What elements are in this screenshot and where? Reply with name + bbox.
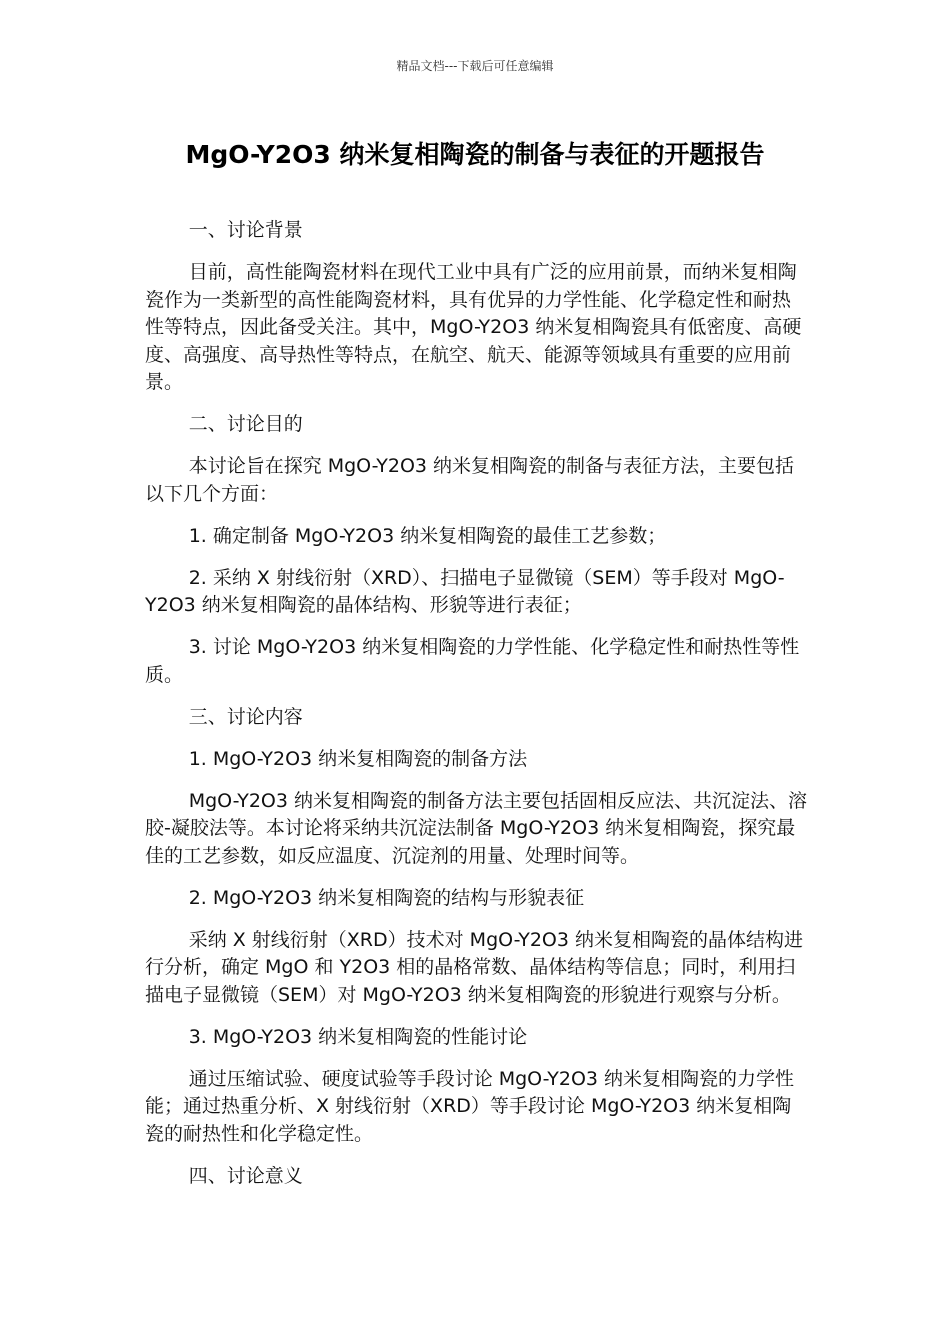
- document-body: [145, 217, 807, 1205]
- paragraph-purpose-intro: 本讨论旨在探究 MgO-Y2O3 纳米复相陶瓷的制备与表征方法，主要包括以下几个方面：: [145, 455, 795, 505]
- subheading-characterization: 2. MgO-Y2O3 纳米复相陶瓷的结构与形貌表征: [188, 886, 585, 909]
- page-header: 精品文档---下载后可任意编辑: [396, 59, 554, 73]
- list-item-purpose-1: 1. 确定制备 MgO-Y2O3 纳米复相陶瓷的最佳工艺参数；: [188, 524, 667, 547]
- section-heading-content: 三、讨论内容: [188, 705, 303, 728]
- subheading-preparation: 1. MgO-Y2O3 纳米复相陶瓷的制备方法: [188, 747, 528, 770]
- paragraph-characterization: 采纳 X 射线衍射（XRD）技术对 MgO-Y2O3 纳米复相陶瓷的晶体结构进行分析，确定 MgO 和 Y2O3 相的晶格常数、晶体结构等信息；同时，利用扫描电子显微镜（SEM）对 MgO-Y2O3 纳米复相陶瓷的形貌进行观察与分析。: [145, 928, 803, 1006]
- document-title: MgO-Y2O3 纳米复相陶瓷的制备与表征的开题报告: [185, 140, 765, 169]
- paragraph-preparation: MgO-Y2O3 纳米复相陶瓷的制备方法主要包括固相反应法、共沉淀法、溶胶-凝胶法等。本讨论将采纳共沉淀法制备 MgO-Y2O3 纳米复相陶瓷，探究最佳的工艺参数，如反应温度、沉淀剂的用量、处理时间等。: [145, 789, 808, 867]
- list-item-purpose-3: 3. 讨论 MgO-Y2O3 纳米复相陶瓷的力学性能、化学稳定性和耐热性等性质。: [145, 636, 800, 686]
- section-heading-significance: 四、讨论意义: [188, 1164, 303, 1187]
- section-heading-purpose: 二、讨论目的: [188, 413, 303, 435]
- subheading-performance: 3. MgO-Y2O3 纳米复相陶瓷的性能讨论: [188, 1025, 528, 1048]
- list-item-purpose-2: 2. 采纳 X 射线衍射（XRD）、扫描电子显微镜（SEM）等手段对 MgO-Y2O3 纳米复相陶瓷的晶体结构、形貌等进行表征；: [145, 566, 785, 616]
- paragraph-performance: 通过压缩试验、硬度试验等手段讨论 MgO-Y2O3 纳米复相陶瓷的力学性能；通过热重分析、X 射线衍射（XRD）等手段讨论 MgO-Y2O3 纳米复相陶瓷的耐热性和化学稳定性。: [145, 1067, 795, 1145]
- section-heading-background: 一、讨论背景: [188, 219, 303, 241]
- paragraph-background: 目前，高性能陶瓷材料在现代工业中具有广泛的应用前景，而纳米复相陶瓷作为一类新型的高性能陶瓷材料，具有优异的力学性能、化学稳定性和耐热性等特点，因此备受关注。其中，MgO-Y2O3 纳米复相陶瓷具有低密度、高硬度、高强度、高导热性等特点，在航空、航天、能源等领域具有重要的应用前景。: [145, 261, 802, 393]
